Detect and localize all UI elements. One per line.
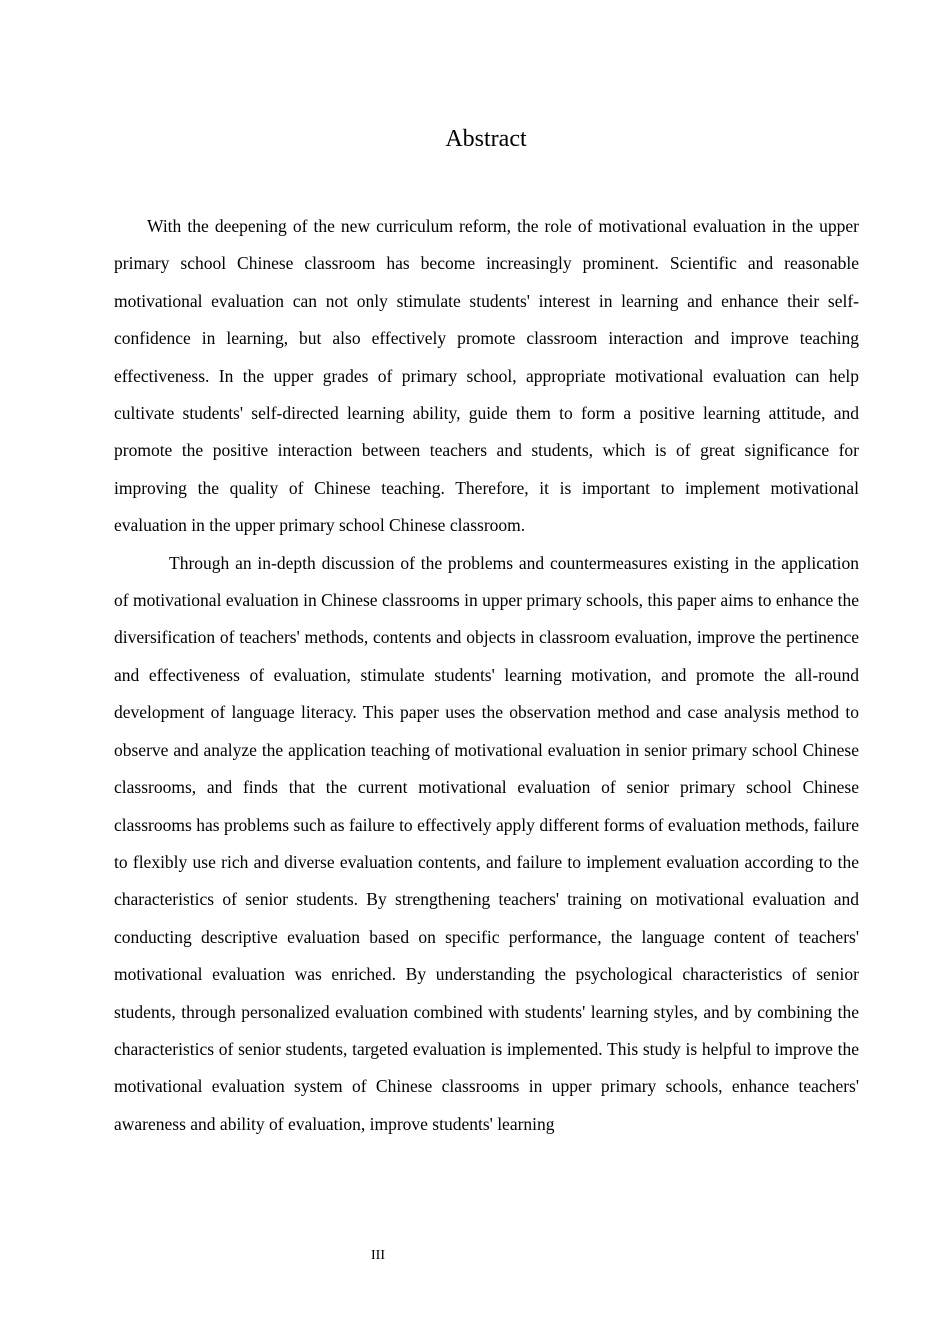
page-number: III — [371, 1248, 385, 1263]
page-title: Abstract — [445, 126, 527, 152]
abstract-paragraph-1: With the deepening of the new curriculum reform, the role of motivational evaluation in the upper primary school Chinese classroom has become increasingly prominent. Scientific and reasonable motivational evaluation can not only stimulate students' interest in learning and enhance their self-confidence in learning, but also effectively promote classroom interaction and improve teaching effectiveness. In the upper grades of primary school, appropriate motivational evaluation can help cultivate students' self-directed learning ability, guide them to form a positive learning attitude, and promote the positive interaction between teachers and students, which is of great significance for improving the quality of Chinese teaching. Therefore, it is important to implement motivational evaluation in the upper primary school Chinese classroom. — [114, 216, 859, 536]
abstract-body — [114, 208, 859, 1143]
abstract-paragraph-2: Through an in-depth discussion of the problems and countermeasures existing in the application of motivational evaluation in Chinese classrooms in upper primary schools, this paper aims to enhance the diversification of teachers' methods, contents and objects in classroom evaluation, improve the pertinence and effectiveness of evaluation, stimulate students' learning motivation, and promote the all-round development of language literacy. This paper uses the observation method and case analysis method to observe and analyze the application teaching of motivational evaluation in senior primary school Chinese classrooms, and finds that the current motivational evaluation of senior primary school Chinese classrooms has problems such as failure to effectively apply different forms of evaluation methods, failure to flexibly use rich and diverse evaluation contents, and failure to implement evaluation according to the characteristics of senior students. By strengthening teachers' training on motivational evaluation and conducting descriptive evaluation based on specific performance, the language content of teachers' motivational evaluation was enriched. By understanding the psychological characteristics of senior students, through personalized evaluation combined with students' learning styles, and by combining the characteristics of senior students, targeted evaluation is implemented. This study is helpful to improve the motivational evaluation system of Chinese classrooms in upper primary schools, enhance teachers' awareness and ability of evaluation, improve students' learning — [114, 552, 859, 1134]
